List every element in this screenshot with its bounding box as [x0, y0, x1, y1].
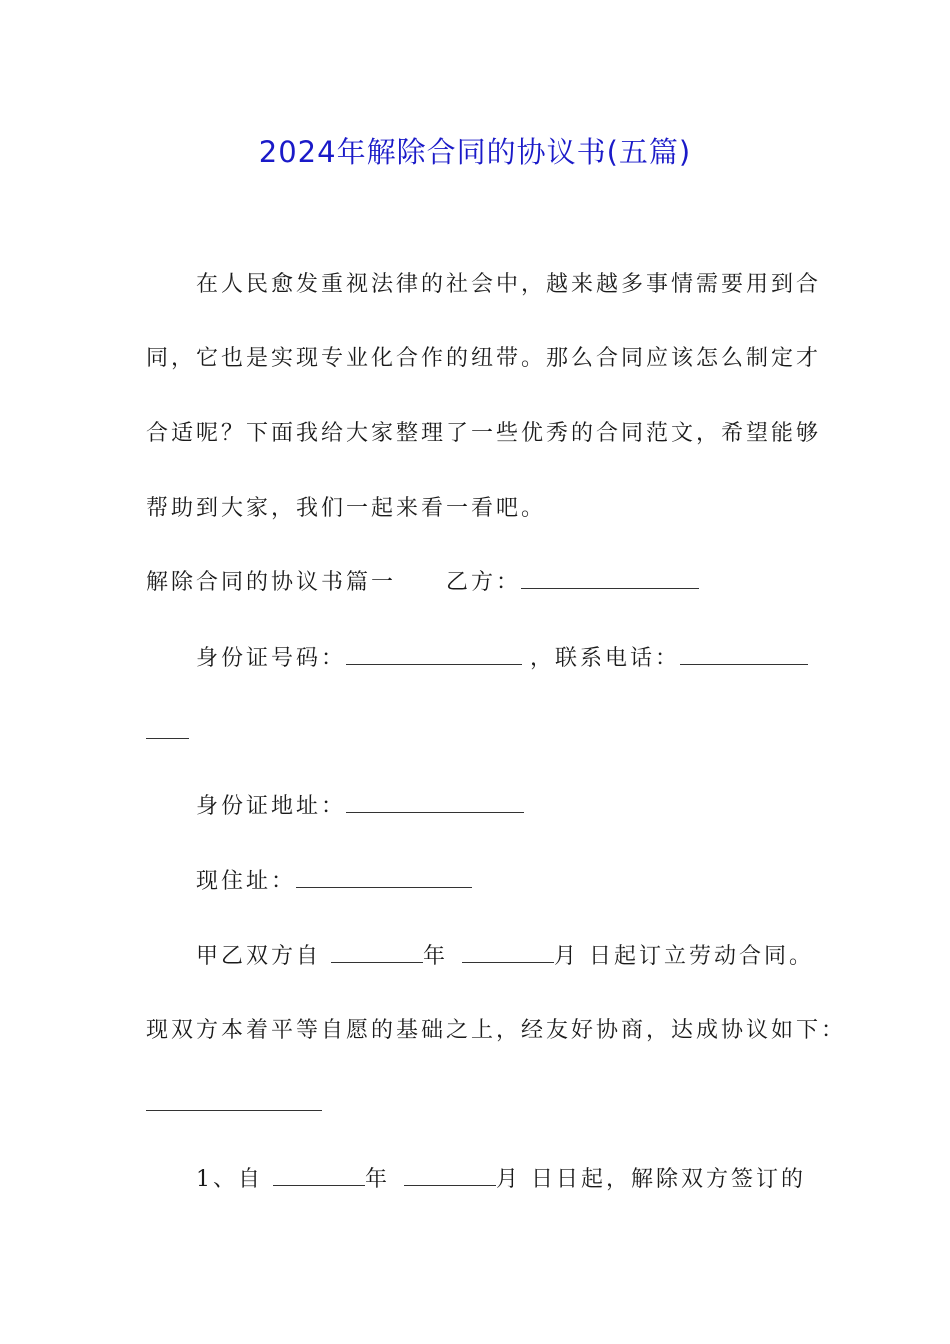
clause-1-row [196, 1165, 806, 1195]
contract-year-suffix: 年 [423, 944, 449, 969]
phone-label: ，联系电话： [530, 646, 681, 671]
clause-1-year-blank[interactable] [273, 1165, 365, 1186]
intro-line-4: 帮助到大家，我们一起来看一看吧。 [146, 496, 547, 521]
intro-line-2: 同，它也是实现专业化合作的纽带。那么合同应该怎么制定才 [146, 346, 822, 371]
negotiation-line: 现双方本着平等自愿的基础之上，经友好协商，达成协议如下： [146, 1018, 847, 1043]
contract-day-suffix: 日起订立劳动合同。 [589, 944, 815, 969]
section-heading-row [146, 568, 699, 598]
document-title: 2024年解除合同的协议书(五篇) [258, 135, 692, 169]
contract-date-row [196, 942, 814, 972]
party-b-label: 乙方： [446, 570, 522, 595]
id-number-label: 身份证号码： [196, 646, 347, 671]
section-heading: 解除合同的协议书篇一 [146, 570, 397, 595]
party-b-blank[interactable] [521, 568, 699, 589]
negotiation-blank-row [146, 1090, 322, 1120]
clause-1-prefix: 1、自 [196, 1167, 263, 1192]
id-phone-row [196, 644, 808, 674]
phone-blank-continued-row [146, 718, 189, 748]
phone-blank-continued[interactable] [146, 718, 189, 739]
intro-line-1: 在人民愈发重视法律的社会中，越来越多事情需要用到合 [196, 272, 822, 297]
current-address-label: 现住址： [196, 869, 297, 894]
contract-date-prefix: 甲乙双方自 [196, 944, 322, 969]
contract-year-blank[interactable] [331, 942, 423, 963]
contract-month-blank[interactable] [462, 942, 554, 963]
current-address-row [196, 867, 472, 897]
id-address-row [196, 792, 524, 822]
negotiation-blank[interactable] [146, 1090, 322, 1111]
clause-1-year-suffix: 年 [365, 1167, 391, 1192]
clause-1-month-blank[interactable] [404, 1165, 496, 1186]
id-address-label: 身份证地址： [196, 794, 347, 819]
intro-line-3: 合适呢？下面我给大家整理了一些优秀的合同范文，希望能够 [146, 421, 822, 446]
current-address-blank[interactable] [296, 867, 472, 888]
contract-month-suffix: 月 [554, 944, 580, 969]
id-number-blank[interactable] [346, 644, 522, 665]
clause-1-day-suffix: 日日起，解除双方签订的 [531, 1167, 807, 1192]
id-address-blank[interactable] [346, 792, 524, 813]
clause-1-month-suffix: 月 [496, 1167, 522, 1192]
phone-blank[interactable] [680, 644, 808, 665]
